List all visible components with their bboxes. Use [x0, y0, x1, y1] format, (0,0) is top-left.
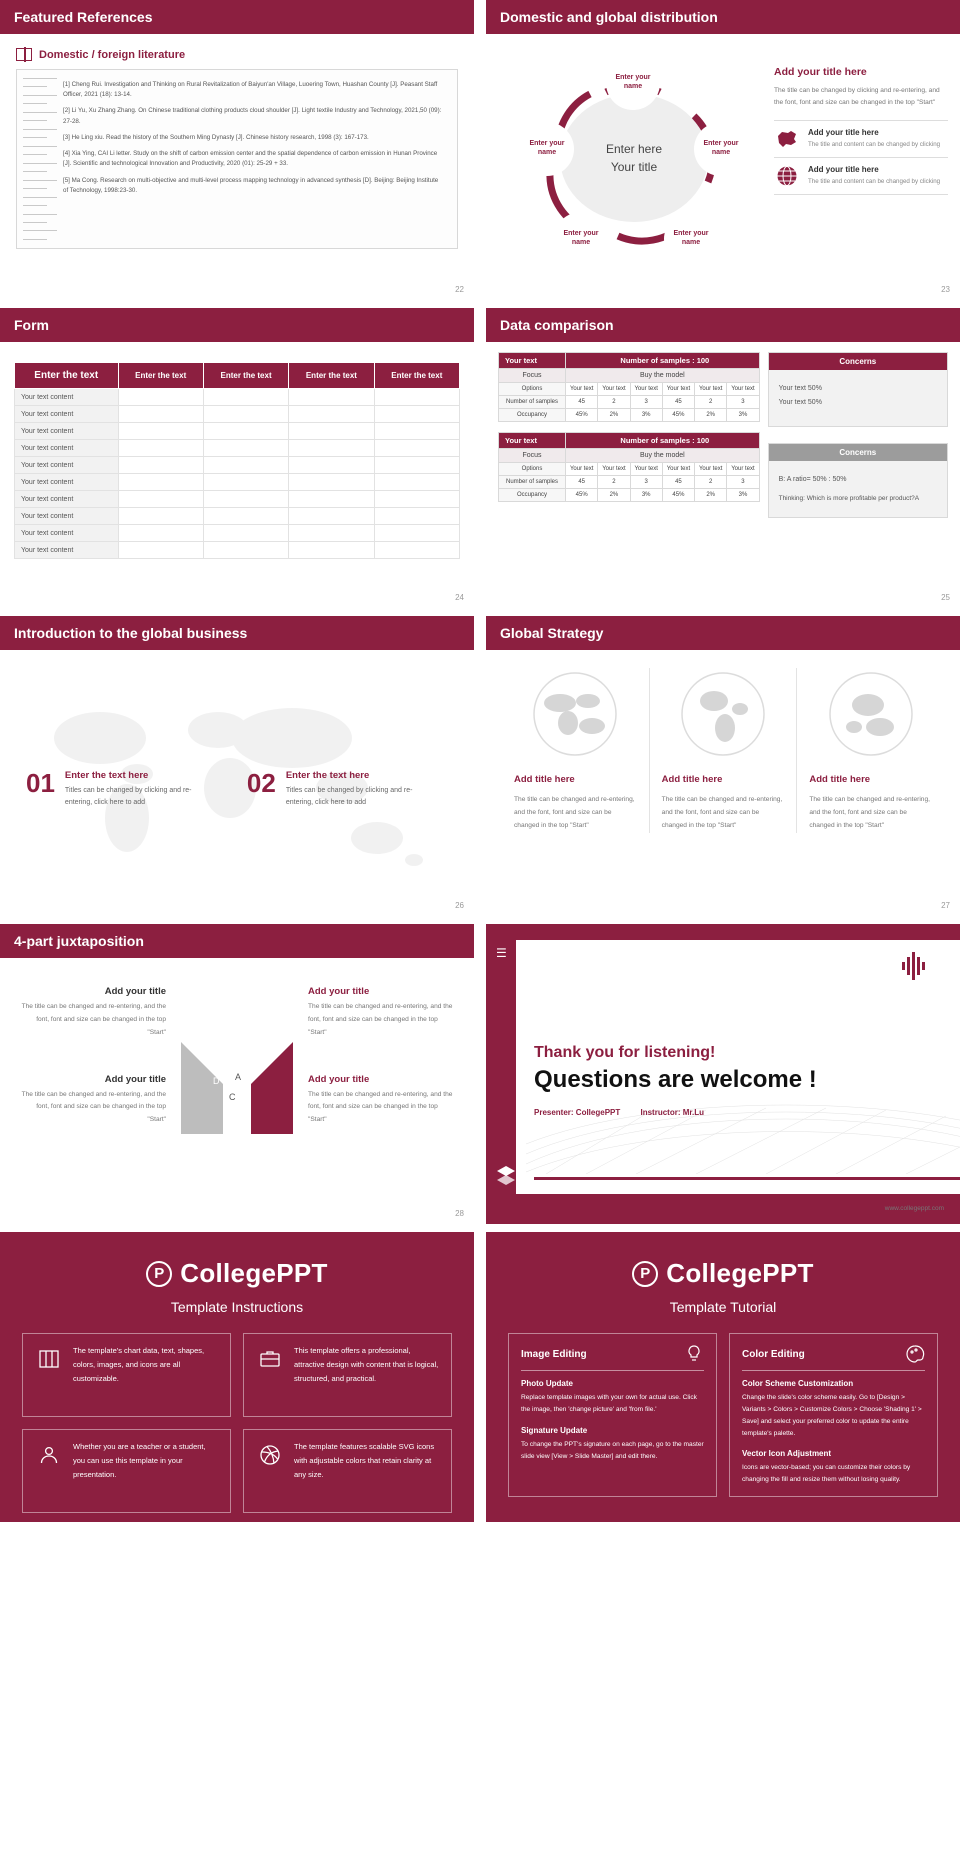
table-cell: Your text content — [15, 491, 119, 508]
comparison-table-2 — [498, 432, 760, 502]
table-cell: Your text content — [15, 440, 119, 457]
cell: Your text — [598, 383, 630, 396]
column-desc: The title can be changed and re-entering, and the font, font and size can be changed in the top "Start" — [514, 796, 635, 830]
cell: Your text — [662, 383, 694, 396]
table-row — [15, 542, 460, 559]
svg-text:D: D — [213, 1076, 220, 1086]
svg-text:A: A — [235, 1072, 242, 1082]
page-title: Domestic and global distribution — [500, 9, 718, 25]
table-row — [15, 474, 460, 491]
page-title: Featured References — [14, 9, 153, 25]
cell: 2% — [598, 409, 630, 422]
table-row — [15, 440, 460, 457]
table-cell — [203, 406, 288, 423]
table-header-left: Your text — [499, 433, 566, 449]
cell: 3 — [727, 396, 759, 409]
hamburger-icon: ☰ — [496, 946, 507, 960]
sub-header-left: Focus — [499, 449, 566, 463]
concern-card — [768, 443, 948, 518]
cell: Your text — [630, 383, 662, 396]
cell: 2% — [598, 489, 630, 502]
table-cell — [374, 406, 459, 423]
slides-icon — [35, 1344, 63, 1406]
subtitle: Template Tutorial — [669, 1299, 777, 1315]
table-header-row — [15, 363, 460, 389]
cell: Your text — [695, 463, 727, 476]
reference-item: [4] Xia Ying, CAI Li letter. Study on the shift of carbon emission center and the spatial dependence of carbon emission in Hunan Province [J]. Scientific and technological Innovation and Productivity, 2020 (01): 25-29 + 33. — [63, 150, 438, 168]
strategy-column — [649, 668, 797, 833]
slide-title-bar — [0, 924, 474, 958]
page-number: 24 — [455, 593, 464, 602]
section-heading: Color Scheme Customization — [742, 1379, 854, 1388]
info-card — [22, 1333, 231, 1417]
table-cell — [374, 457, 459, 474]
right-description: The title can be changed by clicking and re-entering, and the font, font and size can be changed in the top "Start" — [774, 87, 940, 106]
quadrant-desc: The title can be changed and re-entering, and the font, font and size can be changed in the top "Start" — [308, 1090, 453, 1124]
cell: 2% — [695, 489, 727, 502]
slide-title-bar — [0, 616, 474, 650]
cell: 45 — [662, 476, 694, 489]
page-number: 22 — [455, 285, 464, 294]
block-number: 02 — [246, 768, 276, 798]
table-header-right: Number of samples : 100 — [566, 433, 760, 449]
page-title: Introduction to the global business — [14, 625, 248, 641]
section-text: Change the slide's color scheme easily. Go to [Design > Variants > Colors > Customize Colors > Choose 'Shading 1' > Save] and select your preferred color to update the entire template's palette. — [742, 1394, 922, 1437]
table-cell — [374, 389, 459, 406]
concern-line: B: A ratio= 50% : 50% — [778, 476, 847, 483]
divider — [534, 1177, 960, 1180]
concern-card — [768, 352, 948, 427]
sub-header-right: Buy the model — [566, 449, 760, 463]
questions-line: Questions are welcome ! — [534, 1066, 817, 1093]
center-line-1: Enter here — [605, 142, 663, 156]
page-title: Form — [14, 317, 49, 333]
numbered-block — [247, 770, 436, 810]
cell: Your text — [630, 463, 662, 476]
reference-item: [5] Ma Cong. Research on multi-objective and multi-level process mapping technology in advanced synthesis [D]. Beijing: Beijing Institute of Technology, 1998:23-30. — [63, 176, 439, 194]
instructor-label: Instructor: Mr.Lu — [640, 1108, 705, 1117]
table-cell — [118, 406, 203, 423]
bulb-icon — [684, 1344, 704, 1364]
slide-title-bar — [486, 308, 960, 342]
slide-domestic-global-distribution — [486, 0, 960, 300]
section-header — [16, 48, 474, 61]
column-header: Enter the text — [289, 363, 374, 389]
column-heading: Add title here — [809, 774, 871, 785]
table-row — [15, 491, 460, 508]
section-text: Replace template images with your own for actual use. Click the image, then 'change picture' and 'from file.' — [521, 1394, 697, 1413]
palette-icon — [905, 1344, 925, 1364]
table-cell — [289, 440, 374, 457]
slide-title-bar — [0, 308, 474, 342]
slide-title-bar — [486, 0, 960, 34]
table-cell: Your text content — [15, 406, 119, 423]
page-title: 4-part juxtaposition — [14, 933, 144, 949]
table-cell: Your text content — [15, 525, 119, 542]
cell: 3% — [630, 409, 662, 422]
row-label: Number of samples — [499, 476, 566, 489]
globe-icon — [809, 668, 932, 760]
info-card — [22, 1429, 231, 1513]
table-row — [15, 457, 460, 474]
brand-logo — [486, 1258, 960, 1289]
info-card — [243, 1429, 452, 1513]
petal-label: Enter your name — [664, 212, 718, 266]
brand-logo — [0, 1258, 474, 1289]
concern-line: Thinking: Which is more profitable per product?A — [778, 495, 920, 502]
table-cell — [203, 508, 288, 525]
center-circle — [560, 94, 708, 222]
petal-label: Enter your name — [606, 56, 660, 110]
slide-4-part-juxtaposition — [0, 924, 474, 1224]
sub-header-right: Buy the model — [566, 369, 760, 383]
block-heading: Enter the text here — [285, 770, 370, 781]
globe-icon — [774, 165, 800, 187]
table-cell — [118, 525, 203, 542]
page-number: 27 — [941, 901, 950, 910]
slide-template-tutorial — [486, 1232, 960, 1522]
strategy-column — [502, 668, 649, 833]
section-heading: Photo Update — [521, 1379, 573, 1388]
slide-title-bar — [486, 616, 960, 650]
table-cell — [289, 423, 374, 440]
table-cell: Your text content — [15, 542, 119, 559]
table-cell — [374, 508, 459, 525]
cell: 45% — [662, 489, 694, 502]
table-cell — [374, 542, 459, 559]
section-heading: Signature Update — [521, 1425, 588, 1435]
slide-title-bar — [0, 0, 474, 34]
cell: 2 — [695, 396, 727, 409]
data-table — [14, 362, 460, 559]
sub-header-left: Focus — [499, 369, 566, 383]
item-title: Add your title here — [808, 128, 879, 138]
center-line-2: Your title — [610, 160, 658, 174]
table-cell — [374, 525, 459, 542]
table-cell — [118, 389, 203, 406]
table-row — [15, 508, 460, 525]
quadrant — [16, 1074, 166, 1128]
page-number: 23 — [941, 285, 950, 294]
quadrant — [308, 986, 458, 1040]
quadrant-desc: The title can be changed and re-entering, and the font, font and size can be changed in the top "Start" — [308, 1003, 453, 1036]
page-title: Global Strategy — [500, 625, 604, 641]
cell: Your text — [695, 383, 727, 396]
table-cell — [203, 542, 288, 559]
slide-form — [0, 308, 474, 608]
cell: Your text — [598, 463, 630, 476]
table-cell — [289, 457, 374, 474]
cell: 2 — [695, 476, 727, 489]
table-cell — [203, 440, 288, 457]
table-cell — [374, 474, 459, 491]
layers-icon — [495, 1164, 517, 1186]
quadrant-heading: Add your title — [308, 986, 370, 997]
table-header-right: Number of samples : 100 — [566, 353, 760, 369]
item-desc: The title and content can be changed by clicking — [808, 141, 941, 149]
table-cell — [203, 457, 288, 474]
petal-label: Enter your name — [694, 122, 748, 176]
item-title: Add your title here — [808, 165, 879, 175]
table-cell — [118, 508, 203, 525]
thanks-line: Thank you for listening! — [534, 1044, 716, 1061]
table-cell — [118, 542, 203, 559]
page-number: 25 — [941, 593, 950, 602]
slide-thank-you — [486, 924, 960, 1224]
cell: Your text — [566, 463, 598, 476]
table-cell — [374, 423, 459, 440]
row-label: Occupancy — [499, 409, 566, 422]
cell: 3 — [727, 476, 759, 489]
quadrant-heading: Add your title — [104, 1073, 166, 1085]
slide-data-comparison — [486, 308, 960, 608]
concern-title: Concerns — [769, 353, 947, 370]
table-row — [15, 406, 460, 423]
concern-line: Your text 50% — [778, 399, 822, 406]
concern-title: Concerns — [769, 444, 947, 461]
petal-label: Enter your name — [520, 122, 574, 176]
table-header-left: Your text — [499, 353, 566, 369]
reference-item: [1] Cheng Rui. Investigation and Thinking on Rural Revitalization of Baiyun'an Village, Luoering Town, Huashan County [J]. Peasant Staff Officer, 2021 (18): 13-14. — [63, 81, 438, 99]
globe-icon — [662, 668, 785, 760]
card-text: The template's chart data, text, shapes, colors, images, and icons are all customizable. — [73, 1346, 205, 1383]
comparison-table-1 — [498, 352, 760, 422]
page-number: 26 — [455, 901, 464, 910]
page-number: 28 — [455, 1209, 464, 1218]
table-cell — [118, 474, 203, 491]
svg-text:C: C — [229, 1092, 236, 1102]
row-label: Number of samples — [499, 396, 566, 409]
cell: Your text — [727, 463, 759, 476]
quadrant-heading: Add your title — [308, 1073, 370, 1085]
card-text: Whether you are a teacher or a student, you can use this template in your presentation. — [73, 1442, 206, 1479]
decorative-lines — [23, 78, 57, 240]
website-url: www.collegeppt.com — [884, 1205, 944, 1212]
person-icon — [35, 1440, 63, 1502]
briefcase-icon — [256, 1344, 284, 1406]
row-label: Options — [499, 383, 566, 396]
cell: 45 — [662, 396, 694, 409]
row-label: Occupancy — [499, 489, 566, 502]
table-cell — [203, 389, 288, 406]
table-cell — [203, 423, 288, 440]
petal-label: Enter your name — [554, 212, 608, 266]
cell: 45 — [566, 476, 598, 489]
table-cell — [289, 406, 374, 423]
cell: 2 — [598, 476, 630, 489]
section-heading: Vector Icon Adjustment — [742, 1449, 832, 1459]
table-cell — [289, 474, 374, 491]
tutorial-panel — [508, 1333, 717, 1497]
quadrant-desc: The title can be changed and re-entering, and the font, font and size can be changed in the top "Start" — [21, 1090, 166, 1124]
column-heading: Add title here — [661, 774, 723, 785]
block-desc: Titles can be changed by clicking and re-entering, click here to add — [64, 787, 192, 807]
slide-template-instructions — [0, 1232, 474, 1522]
quadrant — [308, 1074, 458, 1128]
table-cell — [289, 508, 374, 525]
cell: Your text — [727, 383, 759, 396]
table-cell — [118, 440, 203, 457]
cell: 3 — [630, 396, 662, 409]
cell: 45 — [566, 396, 598, 409]
cell: Your text — [566, 383, 598, 396]
table-cell: Your text content — [15, 508, 119, 525]
block-desc: Titles can be changed by clicking and re-entering, click here to add — [285, 787, 413, 807]
column-header: Enter the text — [15, 363, 119, 389]
quadrant-heading: Add your title — [104, 986, 166, 997]
quadrant — [16, 986, 166, 1040]
right-heading: Add your title here — [774, 66, 867, 78]
table-cell: Your text content — [15, 474, 119, 491]
table-cell — [118, 457, 203, 474]
cell: 45% — [566, 409, 598, 422]
strategy-column — [796, 668, 944, 833]
table-cell — [203, 491, 288, 508]
svg-text:B: B — [245, 1090, 252, 1100]
block-heading: Enter the text here — [64, 770, 149, 781]
cell: 3% — [727, 409, 759, 422]
table-cell: Your text content — [15, 389, 119, 406]
item-desc: The title and content can be changed by clicking — [808, 178, 941, 186]
table-row — [15, 389, 460, 406]
cell: 2% — [695, 409, 727, 422]
cross-diagram — [177, 1038, 297, 1138]
table-cell — [289, 491, 374, 508]
section-label: Domestic / foreign literature — [39, 48, 186, 61]
column-desc: The title can be changed and re-entering, and the font, font and size can be changed in the top "Start" — [809, 796, 930, 830]
slide-featured-references — [0, 0, 474, 300]
column-heading: Add title here — [514, 774, 575, 785]
row-label: Options — [499, 463, 566, 476]
card-text: This template offers a professional, attractive design with content that is logical, structured, and practical. — [294, 1346, 439, 1383]
tutorial-panel — [729, 1333, 938, 1497]
slide-global-business-intro — [0, 616, 474, 916]
list-item — [774, 157, 948, 195]
concern-line: Your text 50% — [778, 385, 822, 392]
table-cell — [289, 525, 374, 542]
card-text: The template features scalable SVG icons with adjustable colors that retain clarity at any size. — [294, 1442, 435, 1479]
china-map-icon — [774, 128, 800, 150]
brand-mark-icon: P — [146, 1261, 172, 1287]
brand-mark-icon: P — [632, 1261, 658, 1287]
table-cell: Your text content — [15, 457, 119, 474]
reference-item: [3] He Ling xiu. Read the history of the Southern Ming Dynasty [J]. Chinese history research, 1998 (3): 167-173. — [63, 133, 369, 141]
slide-global-strategy — [486, 616, 960, 916]
cell: Your text — [662, 463, 694, 476]
globe-icon — [514, 668, 637, 760]
column-desc: The title can be changed and re-entering, and the font, font and size can be changed in the top "Start" — [661, 796, 783, 830]
column-header: Enter the text — [203, 363, 288, 389]
table-cell: Your text content — [15, 423, 119, 440]
column-header: Enter the text — [118, 363, 203, 389]
cell: 45% — [662, 409, 694, 422]
table-row — [15, 423, 460, 440]
presenter-label: Presenter: CollegePPT — [534, 1108, 621, 1117]
cell: 3% — [727, 489, 759, 502]
table-cell — [203, 525, 288, 542]
table-cell — [374, 491, 459, 508]
table-row — [15, 525, 460, 542]
block-number: 01 — [26, 768, 55, 798]
page-title: Data comparison — [500, 317, 614, 333]
brand-mark-icon — [896, 946, 936, 986]
reference-item: [2] Li Yu, Xu Zhang Zhang. On Chinese traditional clothing products cloud shoulder [J]. Light textile Industry and Technology, 2021,50 (09): 27-28. — [63, 107, 442, 125]
reference-list-box — [16, 69, 458, 249]
numbered-block — [26, 770, 215, 810]
cell: 3 — [630, 476, 662, 489]
panel-title: Color Editing — [742, 1348, 805, 1360]
section-text: Icons are vector-based; you can customize their colors by changing the fill and resize them without losing quality. — [742, 1464, 911, 1484]
table-cell — [289, 389, 374, 406]
subtitle: Template Instructions — [170, 1299, 304, 1315]
table-cell — [289, 542, 374, 559]
petal-diagram — [498, 44, 768, 269]
book-icon — [16, 48, 32, 61]
section-text: To change the PPT's signature on each page, go to the master slide view [View > Slide Master] and edit there. — [521, 1440, 704, 1460]
info-card — [243, 1333, 452, 1417]
column-header: Enter the text — [374, 363, 459, 389]
cell: 3% — [630, 489, 662, 502]
brand-name: CollegePPT — [180, 1258, 328, 1288]
panel-title: Image Editing — [521, 1348, 587, 1360]
table-cell — [118, 491, 203, 508]
cell: 45% — [566, 489, 598, 502]
table-cell — [374, 440, 459, 457]
table-cell — [118, 423, 203, 440]
dribbble-icon — [256, 1440, 284, 1502]
cell: 2 — [598, 396, 630, 409]
quadrant-desc: The title can be changed and re-entering, and the font, font and size can be changed in the top "Start" — [21, 1003, 166, 1036]
list-item — [774, 120, 948, 157]
table-cell — [203, 474, 288, 491]
brand-name: CollegePPT — [666, 1258, 814, 1288]
